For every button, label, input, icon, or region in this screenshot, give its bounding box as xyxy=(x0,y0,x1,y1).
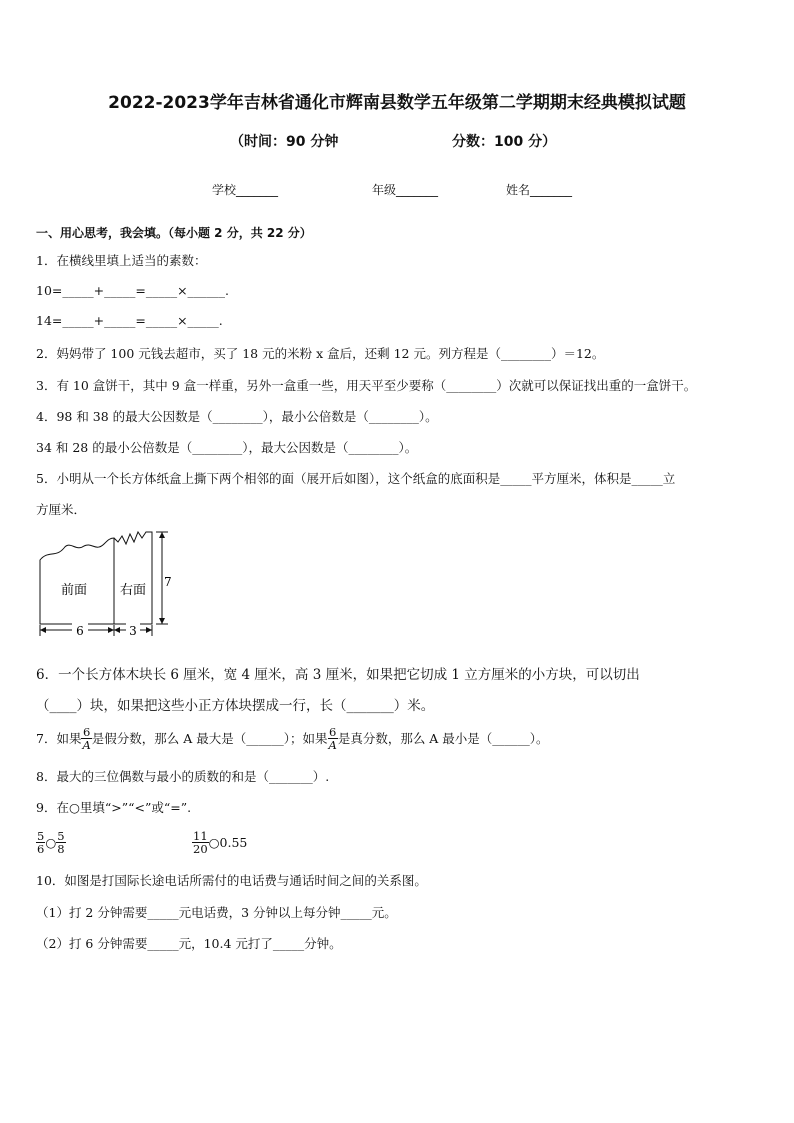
question-6-line-1: 6．一个长方体木块长 6 厘米，宽 4 厘米，高 3 厘米，如果把它切成 1 立方厘米的小方块，可以切出 xyxy=(36,667,640,683)
question-10-sub-1: （1）打 2 分钟需要_____元电话费，3 分钟以上每分钟_____元。 xyxy=(36,905,397,920)
height-label: 7 xyxy=(164,575,172,589)
fraction-denominator: 20 xyxy=(193,841,208,856)
exam-time: （时间：90 分钟 xyxy=(230,134,339,150)
question-6-line-2: （____）块，如果把这些小正方体块摆成一行，长（_______）米。 xyxy=(36,698,435,714)
school-field: 学校_______ xyxy=(212,183,279,197)
arrow-right xyxy=(146,627,152,633)
question-9-stem: 9．在○里填“>”“<”或“=”. xyxy=(36,800,192,815)
question-5-line-2: 方厘米． xyxy=(36,502,87,517)
question-7-middle: 是假分数，那么 A 最大是（______）；如果 xyxy=(91,731,328,746)
question-10-sub-2: （2）打 6 分钟需要_____元，10.4 元打了_____分钟。 xyxy=(36,936,342,951)
box-net-figure xyxy=(34,528,174,640)
front-face-outline xyxy=(40,538,114,624)
arrow-left xyxy=(40,627,46,633)
fraction-5-8 xyxy=(56,830,65,855)
exam-score: 分数：100 分） xyxy=(452,134,557,150)
question-9-item-b xyxy=(192,826,247,858)
fraction-denominator: 8 xyxy=(57,841,65,856)
fraction-6-over-a-2 xyxy=(328,726,338,751)
arrow-up xyxy=(159,532,165,538)
fraction-numerator: 11 xyxy=(193,828,208,843)
width-right-label: 3 xyxy=(129,624,137,638)
question-1-stem: 1．在横线里填上适当的素数： xyxy=(36,253,207,268)
question-7-prefix: 7．如果 xyxy=(36,731,82,746)
name-field: 姓名_______ xyxy=(506,183,573,197)
section-heading: 一、用心思考，我会填。（每小题 2 分，共 22 分） xyxy=(36,226,312,240)
fraction-numerator-2: 6 xyxy=(328,724,337,739)
fraction-11-20 xyxy=(192,830,209,855)
fraction-denominator-2: A xyxy=(328,737,337,752)
compare-decimal: ○0.55 xyxy=(208,834,248,850)
fraction-denominator: 6 xyxy=(37,841,45,856)
fraction-numerator: 6 xyxy=(82,724,91,739)
question-1-line-1: 10=_____+_____=_____×______. xyxy=(36,283,230,298)
right-face-label: 右面 xyxy=(119,583,147,598)
width-front-label: 6 xyxy=(76,624,84,638)
question-7-end: 是真分数，那么 A 最小是（______）。 xyxy=(337,731,549,746)
question-9-item-a xyxy=(36,826,66,858)
fraction-denominator: A xyxy=(82,737,91,752)
arrow-down xyxy=(159,618,165,624)
fraction-6-over-a xyxy=(81,726,91,751)
arrow-mid-left xyxy=(108,627,114,633)
question-4-line-2: 34 和 28 的最小公倍数是（________），最大公因数是（________）。 xyxy=(36,440,418,455)
grade-field: 年级_______ xyxy=(372,183,439,197)
question-1-line-2: 14=_____+_____=_____×_____. xyxy=(36,313,223,328)
fraction-numerator: 5 xyxy=(37,828,45,843)
question-10-stem: 10．如图是打国际长途电话所需付的电话费与通话时间之间的关系图。 xyxy=(36,873,427,888)
fraction-numerator: 5 xyxy=(57,828,65,843)
arrow-mid-right xyxy=(114,627,120,633)
question-2: 2．妈妈带了 100 元钱去超市，买了 18 元的米粉 x 盒后，还剩 12 元。列方程是（________）＝12。 xyxy=(36,346,605,361)
front-face-label: 前面 xyxy=(60,583,88,598)
question-3: 3．有 10 盒饼干，其中 9 盒一样重，另外一盒重一些，用天平至少要称（________）次就可以保证找出重的一盒饼干。 xyxy=(36,378,697,393)
right-face-outline xyxy=(114,532,152,624)
fraction-5-6 xyxy=(36,830,45,855)
question-5-line-1: 5．小明从一个长方体纸盒上撕下两个相邻的面（展开后如图），这个纸盒的底面积是_____平方厘米，体积是_____立 xyxy=(36,471,676,486)
question-4-line-1: 4．98 和 38 的最大公因数是（________），最小公倍数是（________）。 xyxy=(36,409,438,424)
question-8: 8．最大的三位偶数与最小的质数的和是（_______）. xyxy=(36,769,330,784)
compare-circle: ○ xyxy=(45,834,57,850)
question-7 xyxy=(36,720,549,756)
page-title: 2022-2023学年吉林省通化市辉南县数学五年级第二学期期末经典模拟试题 xyxy=(108,93,686,113)
